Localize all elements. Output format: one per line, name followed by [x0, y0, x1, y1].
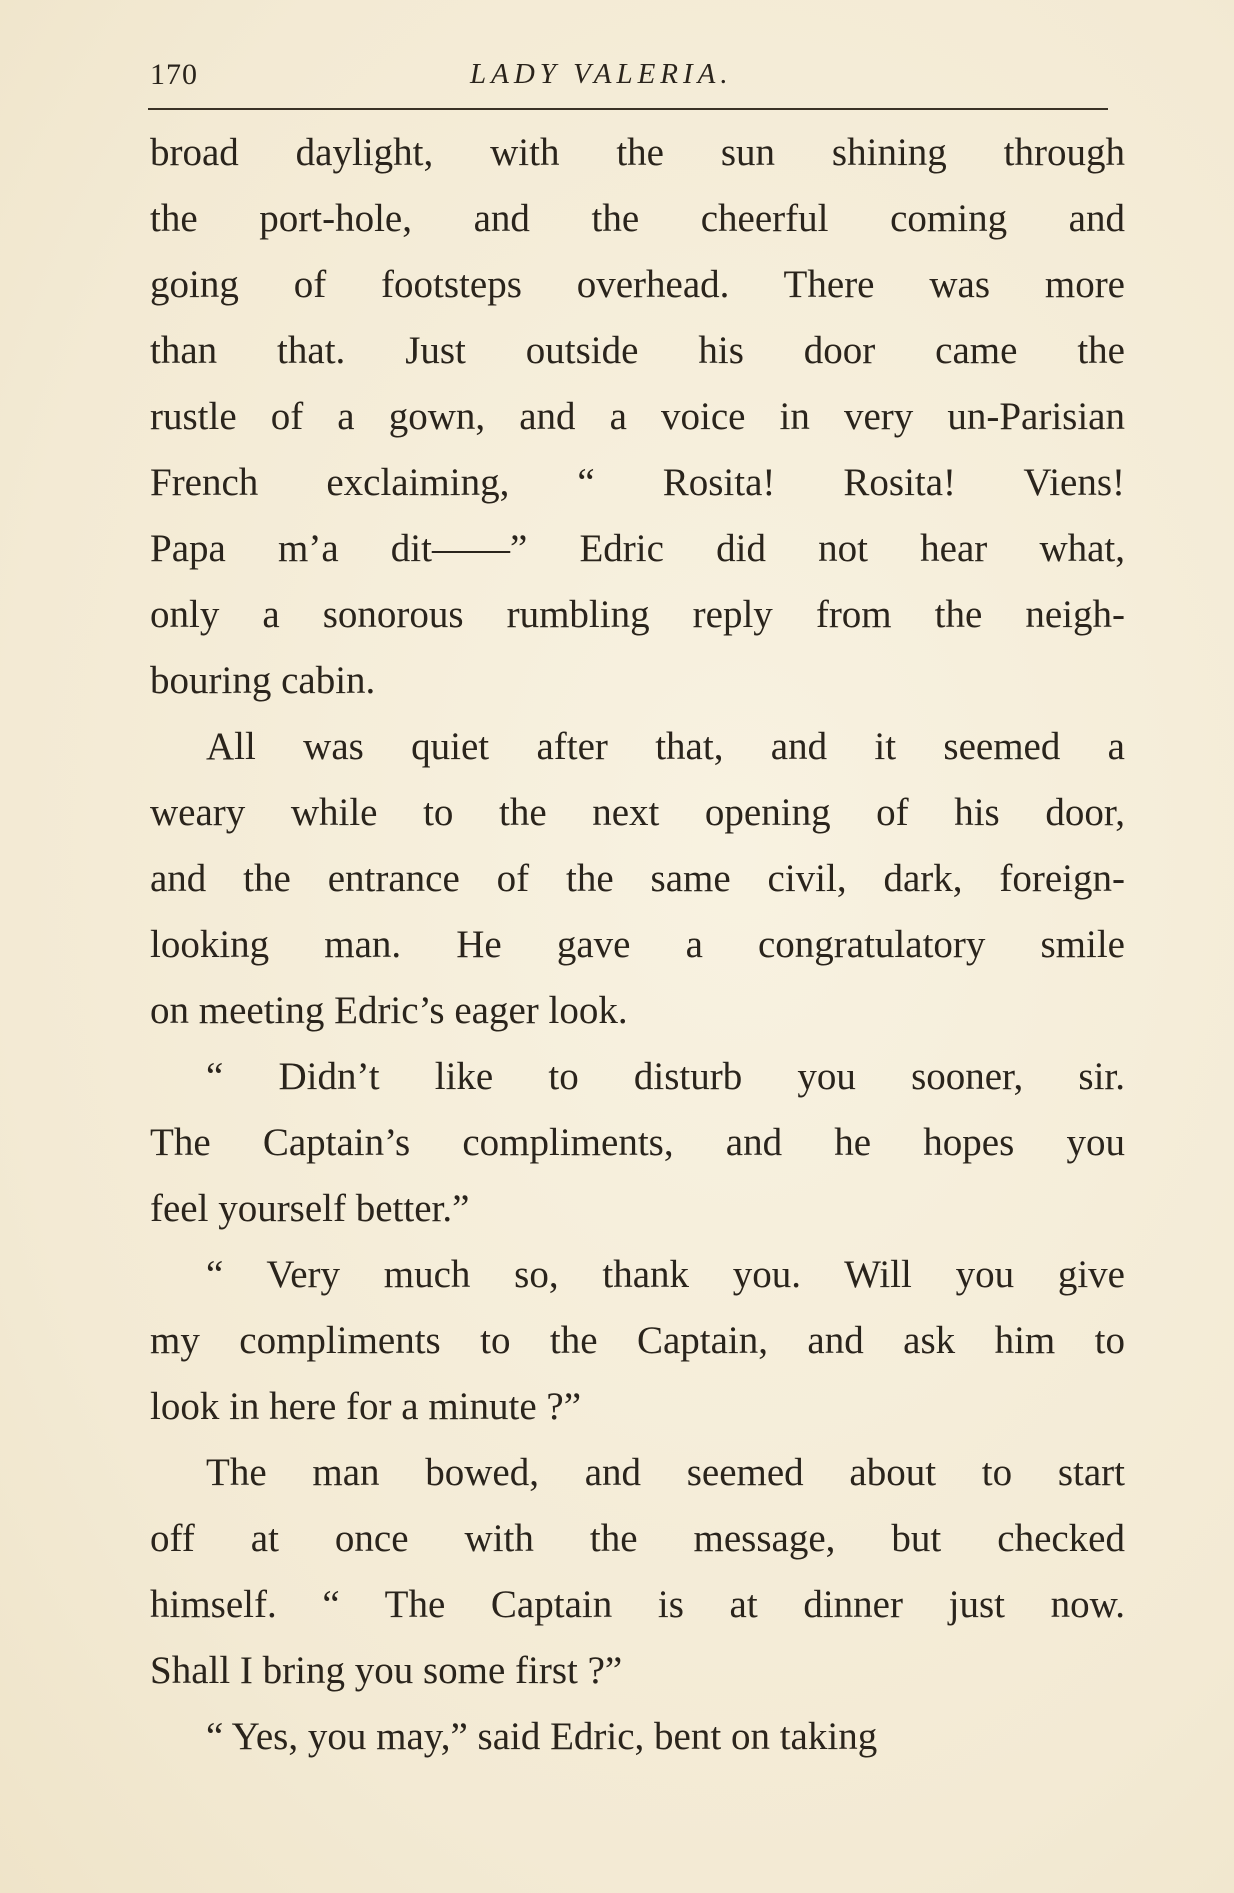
- body-text: [150, 120, 1125, 1770]
- text-line: looking man. He gave a congratulatory smile: [150, 923, 1125, 966]
- page-number: 170: [150, 58, 198, 91]
- text-line: “ Very much so, thank you. Will you give: [206, 1253, 1125, 1296]
- text-line: himself. “ The Captain is at dinner just now.: [150, 1583, 1125, 1626]
- text-line: The Captain’s compliments, and he hopes you: [150, 1121, 1125, 1164]
- text-line: than that. Just outside his door came the: [150, 329, 1125, 372]
- text-line: rustle of a gown, and a voice in very un-Parisian: [150, 395, 1125, 438]
- text-line: French exclaiming, “ Rosita! Rosita! Viens!: [150, 461, 1125, 504]
- text-line: off at once with the message, but checked: [150, 1517, 1125, 1560]
- text-line: on meeting Edric’s eager look.: [150, 989, 628, 1032]
- text-line: going of footsteps overhead. There was more: [150, 263, 1125, 306]
- text-line: bouring cabin.: [150, 659, 376, 702]
- text-line: broad daylight, with the sun shining through: [150, 131, 1125, 174]
- text-line: Shall I bring you some first ?”: [150, 1649, 623, 1692]
- text-line: only a sonorous rumbling reply from the neigh-: [150, 593, 1125, 636]
- text-line: “ Yes, you may,” said Edric, bent on taking: [206, 1715, 878, 1758]
- text-line: and the entrance of the same civil, dark, foreign-: [150, 857, 1125, 900]
- text-line: weary while to the next opening of his door,: [150, 791, 1125, 834]
- page-header: [150, 58, 1110, 102]
- header-rule: [148, 108, 1108, 110]
- text-line: Papa m’a dit——” Edric did not hear what,: [150, 527, 1125, 570]
- text-line: look in here for a minute ?”: [150, 1385, 581, 1428]
- text-line: All was quiet after that, and it seemed a: [206, 725, 1125, 768]
- text-line: my compliments to the Captain, and ask him to: [150, 1319, 1125, 1362]
- text-line: feel yourself better.”: [150, 1187, 470, 1230]
- text-line: The man bowed, and seemed about to start: [206, 1451, 1125, 1494]
- running-title: LADY VALERIA.: [470, 58, 733, 90]
- text-line: “ Didn’t like to disturb you sooner, sir.: [206, 1055, 1125, 1098]
- text-line: the port-hole, and the cheerful coming and: [150, 197, 1125, 240]
